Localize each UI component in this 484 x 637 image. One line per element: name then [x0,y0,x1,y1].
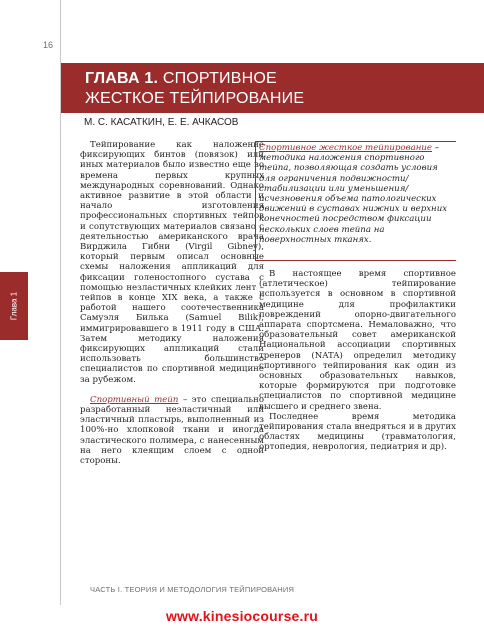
chapter-side-tab [0,272,28,340]
definition-box [259,143,453,245]
side-tab-label: Глава 1 [9,291,19,321]
sport-tape-paragraph [80,395,264,466]
left-column [80,140,264,466]
sport-tape-definition: – это специально разработанный неэластичный или эластичный пластырь, выполненный из 100%-но хлопковой ткани и иногда эластического полимера, с нанесенным на него клеящим слоем с одной стороны. [80,394,265,467]
definition-text: – методика наложения спортивного тейпа, позволяющая создать условия для ограничения подвижности/стабилизации или уменьшения/исчезновения объема патологических движений в суставах нижних и верхних конечностей посредством фиксации нескольких слоев тейпа на поверхностных тканях. [259,143,448,245]
intro-paragraph: Тейпирование как наложение фиксирующих бинтов (повязок) или иных материалов было известно еще во времена первых крупных международных соревнований. Однако активное развитие в этой области и начало изготовления профессиональных спортивных тейпов и сопутствующих материалов связано с деятельностью американского врача Вирджила Гибни (Virgil Gibney), который первым описал основные схемы наложения аппликаций для фиксации голеностопного сустава с помощью незластичных клейких лент – тейпов в конце XIX века, а также с работой нашего соотечественника Самуэля Билька (Samuel Bilik), иммигрировавшего в 1911 году в США. Затем методику наложения фиксирующих аппликаций стали использовать большинство специалистов по спортивной медицине за рубежом. [80,140,264,385]
definition-term: Спортивное жесткое тейпирование [259,143,432,153]
chapter-title-word: СПОРТИВНОЕ [162,70,277,87]
chapter-title-line1 [85,70,277,88]
website-watermark: www.kinesiocourse.ru [165,608,319,624]
chapter-title-line2: ЖЕСТКОЕ ТЕЙПИРОВАНИЕ [85,90,305,107]
page-number: 16 [43,40,54,50]
chapter-label: ГЛАВА 1. [85,70,159,87]
usage-paragraph: В настоящее время спортивное (атлетическое) тейпирование используется в основном в спортивной медицине для профилактики повреждений опорно-двигательного аппарата спортсмена. Немаловажно, что образовательный совет американской Национальной ассоциации спортивных тренеров (NATA) определил методику спортивного тейпирования как один из основных образовательных навыков, которые формируются при подготовке специалистов по спортивной медицине высшего и среднего звена. [259,269,456,412]
chapter-authors: М. С. КАСАТКИН, Е. Е. АЧКАСОВ [84,117,239,128]
recent-usage-paragraph: Последнее время методика тейпирования стала внедряться и в других областях медицины (травматология, ортопедия, неврология, педиатрия и др). [259,411,456,453]
chapter-title-banner [61,63,484,113]
sport-tape-term: Спортивный тейп [90,394,179,405]
running-footer: ЧАСТЬ I. ТЕОРИЯ И МЕТОДОЛОГИЯ ТЕЙПИРОВАНИЯ [90,585,295,594]
right-column [259,269,456,453]
